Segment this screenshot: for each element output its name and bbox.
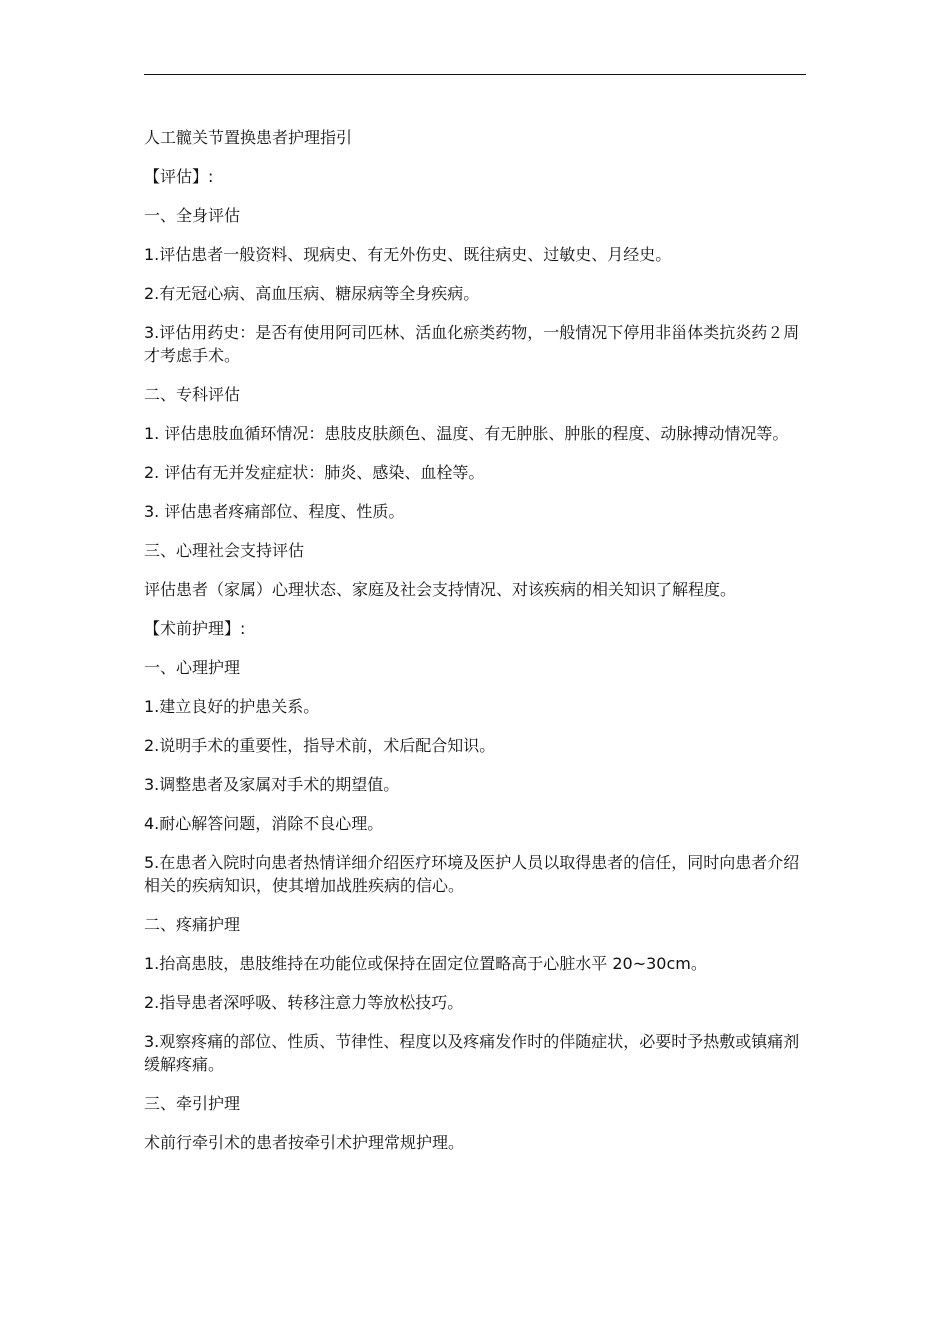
paragraph: 2. 评估有无并发症症状：肺炎、感染、血栓等。	[144, 463, 485, 482]
subheading-psychosocial-assessment: 三、心理社会支持评估	[144, 541, 305, 560]
paragraph: 评估患者（家属）心理状态、家庭及社会支持情况、对该疾病的相关知识了解程度。	[144, 580, 737, 599]
subheading-traction-care: 三、牵引护理	[144, 1094, 241, 1113]
paragraph: 2.有无冠心病、高血压病、糖尿病等全身疾病。	[144, 284, 480, 303]
paragraph: 1.评估患者一般资料、现病史、有无外伤史、既往病史、过敏史、月经史。	[144, 245, 672, 264]
paragraph: 3.调整患者及家属对手术的期望值。	[144, 775, 400, 794]
paragraph: 3.评估用药史：是否有使用阿司匹林、活血化瘀类药物，一般情况下停用非甾体类抗炎药２周才考虑手术。	[144, 323, 800, 365]
paragraph: 术前行牵引术的患者按牵引术护理常规护理。	[144, 1133, 465, 1152]
paragraph: 2.指导患者深呼吸、转移注意力等放松技巧。	[144, 993, 464, 1012]
subheading-pain-care: 二、疼痛护理	[144, 915, 241, 934]
paragraph: 1.建立良好的护患关系。	[144, 697, 320, 716]
section-heading-preop-care: 【术前护理】:	[144, 619, 246, 638]
paragraph: 3.观察疼痛的部位、性质、节律性、程度以及疼痛发作时的伴随症状，必要时予热敷或镇痛剂缓解疼痛。	[144, 1032, 800, 1074]
subheading-general-assessment: 一、全身评估	[144, 206, 241, 225]
paragraph: 5.在患者入院时向患者热情详细介绍医疗环境及医护人员以取得患者的信任，同时向患者介绍相关的疾病知识，使其增加战胜疾病的信心。	[144, 853, 800, 895]
paragraph: 4.耐心解答问题，消除不良心理。	[144, 814, 384, 833]
subheading-specialty-assessment: 二、专科评估	[144, 385, 241, 404]
section-heading-assessment: 【评估】:	[144, 167, 214, 186]
paragraph: 2.说明手术的重要性，指导术前，术后配合知识。	[144, 736, 496, 755]
document-title: 人工髋关节置换患者护理指引	[144, 128, 353, 147]
paragraph: 1.抬高患肢，患肢维持在功能位或保持在固定位置略高于心脏水平 20~30cm。	[144, 954, 707, 973]
paragraph: 3. 评估患者疼痛部位、程度、性质。	[144, 502, 405, 521]
document-body	[144, 126, 806, 1170]
subheading-psychological-care: 一、心理护理	[144, 658, 241, 677]
header-rule	[144, 74, 806, 75]
paragraph: 1. 评估患肢血循环情况：患肢皮肤颜色、温度、有无肿胀、肿胀的程度、动脉搏动情况等。	[144, 424, 789, 443]
